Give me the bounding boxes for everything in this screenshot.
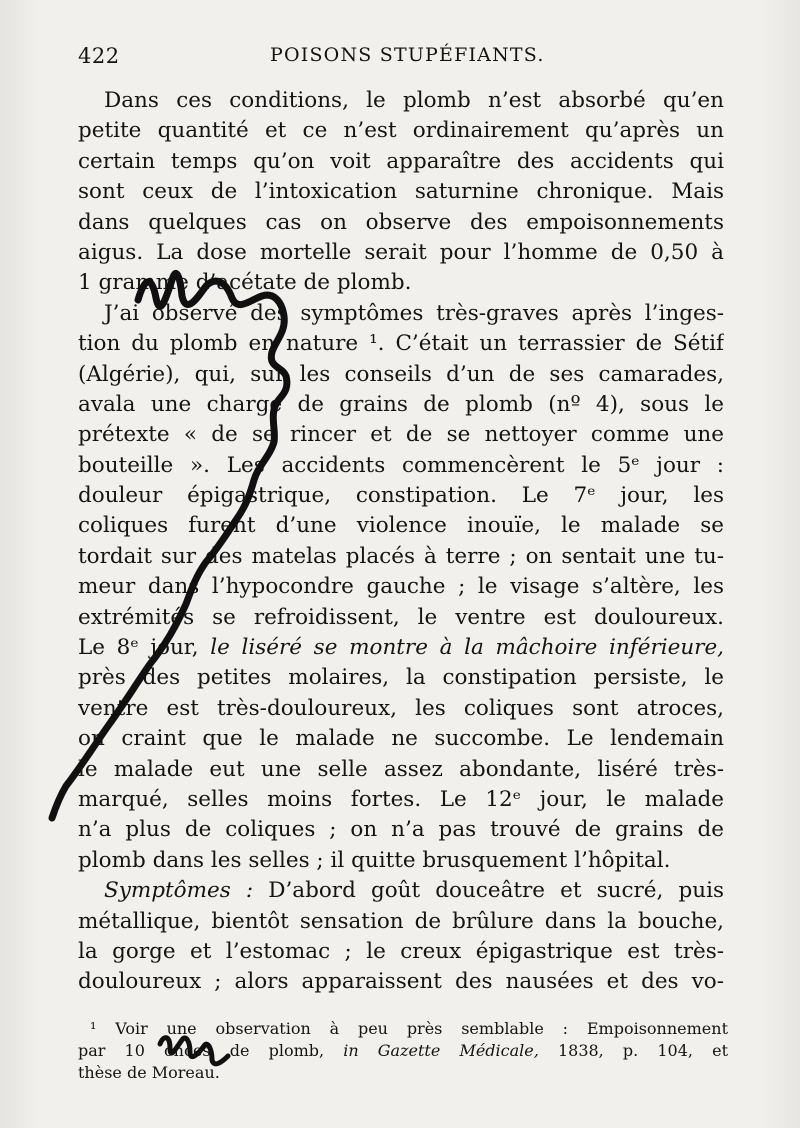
line-text: dans quelques cas on observe des empoisonnements [78, 209, 724, 235]
text-line [78, 238, 724, 268]
line-text: douloureux ; alors apparaissent des nausées et des vo- [78, 969, 724, 995]
text-line [78, 815, 724, 845]
line-text: tion du plomb en nature ¹. C’était un terrassier de Sétif [78, 331, 724, 357]
line-text: Le 8ᵉ jour, [78, 635, 211, 661]
text-line [78, 177, 724, 207]
footnote-line [78, 1040, 728, 1062]
text-line [78, 481, 724, 511]
italic-text: le liséré se montre à la mâchoire inférieure, [210, 635, 724, 661]
text-line [78, 268, 724, 298]
text-line [78, 451, 724, 481]
text-line [78, 907, 724, 937]
text-line [78, 329, 724, 359]
text-line [78, 86, 724, 116]
text-line [78, 633, 724, 663]
line-text: J’ai observé des symptômes très-graves après l’inges- [104, 300, 724, 326]
line-text: petite quantité et ce n’est ordinairement qu’après un [78, 118, 724, 144]
page-number: 422 [78, 44, 120, 68]
line-text: D’abord goût douceâtre et sucré, puis [253, 878, 724, 904]
footnote-text: 1838, p. 104, et [538, 1041, 728, 1060]
text-line [78, 299, 724, 329]
line-text: tordait sur des matelas placés à terre ; on sentait une tu- [78, 543, 724, 569]
line-text: on craint que le malade ne succombe. Le lendemain [78, 726, 724, 752]
section-heading: Symptômes : [104, 878, 254, 904]
text-line [78, 876, 724, 906]
text-line [78, 542, 724, 572]
text-line [78, 420, 724, 450]
text-line [78, 967, 724, 997]
text-line [78, 147, 724, 177]
text-line [78, 846, 724, 876]
footnote-italic: in Gazette Médicale, [343, 1041, 539, 1060]
footnote-text: thèse de Moreau. [78, 1063, 220, 1082]
text-line [78, 724, 724, 754]
line-text: bouteille ». Les accidents commencèrent le 5ᵉ jour : [78, 452, 724, 478]
line-text: la gorge et l’estomac ; le creux épigastrique est très- [78, 938, 724, 964]
text-line [78, 208, 724, 238]
text-line [78, 937, 724, 967]
line-text: prétexte « de se rincer et de se nettoyer comme une [78, 422, 724, 448]
line-text: extrémités se refroidissent, le ventre est douloureux. [78, 604, 724, 630]
line-text: plomb dans les selles ; il quitte brusquement l’hôpital. [78, 847, 671, 873]
line-text: marqué, selles moins fortes. Le 12ᵉ jour, le malade [78, 786, 724, 812]
line-text: Dans ces conditions, le plomb n’est absorbé qu’en [104, 88, 724, 113]
line-text: près des petites molaires, la constipation persiste, le [78, 665, 724, 691]
line-text: ventre est très-douloureux, les coliques sont atroces, [78, 695, 724, 721]
footnote-line [78, 1018, 728, 1040]
text-line [78, 390, 724, 420]
line-text: coliques furent d’une violence inouïe, le malade se [78, 513, 724, 539]
line-text: avala une charge de grains de plomb (nº 4), sous le [78, 391, 724, 417]
line-text: sont ceux de l’intoxication saturnine chronique. Mais [78, 179, 724, 205]
body-text [78, 86, 724, 998]
text-line [78, 603, 724, 633]
line-text: certain temps qu’on voit apparaître des accidents qui [78, 148, 724, 174]
line-text: le malade eut une selle assez abondante, liséré très- [78, 756, 724, 782]
page-header [78, 44, 728, 72]
text-line [78, 755, 724, 785]
text-line [78, 511, 724, 541]
footnote-text: ¹ Voir une observation à peu près semblable : Empoisonnement [90, 1019, 728, 1038]
footnote-text: par 10 onces de plomb, [78, 1041, 344, 1060]
line-text: 1 gramme d’acétate de plomb. [78, 270, 412, 296]
footnote [78, 1018, 728, 1084]
text-line [78, 785, 724, 815]
line-text: métallique, bientôt sensation de brûlure dans la bouche, [78, 908, 724, 934]
text-line [78, 116, 724, 146]
running-title: POISONS STUPÉFIANTS. [270, 44, 545, 66]
text-line [78, 360, 724, 390]
line-text: meur dans l’hypocondre gauche ; le visage s’altère, les [78, 574, 724, 600]
text-line [78, 694, 724, 724]
text-line [78, 663, 724, 693]
line-text: douleur épigastrique, constipation. Le 7ᵉ jour, les [78, 483, 724, 509]
line-text: (Algérie), qui, sur les conseils d’un de ses camarades, [78, 361, 724, 387]
line-text: aigus. La dose mortelle serait pour l’homme de 0,50 à [78, 239, 724, 265]
line-text: n’a plus de coliques ; on n’a pas trouvé de grains de [78, 817, 724, 843]
text-line [78, 572, 724, 602]
footnote-line [78, 1062, 728, 1084]
